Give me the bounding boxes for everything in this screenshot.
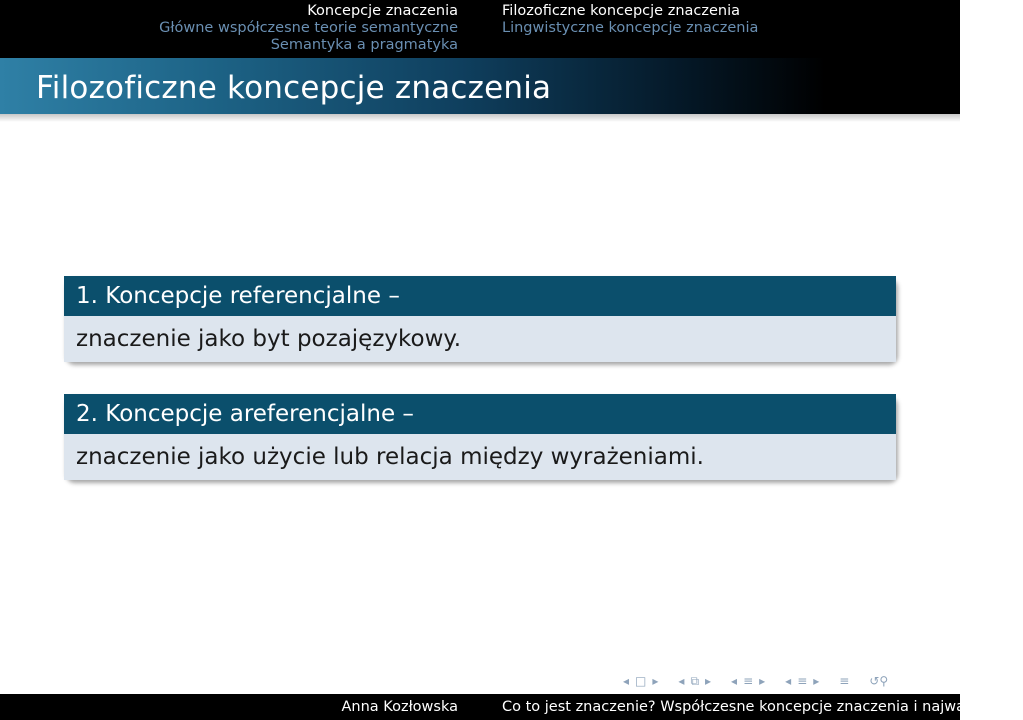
block-areferencjalne	[64, 394, 896, 480]
align-icon[interactable]: ≡	[839, 674, 850, 688]
block-body: znaczenie jako użycie lub relacja między wyrażeniami.	[64, 434, 896, 480]
part-icon[interactable]: ≡	[797, 674, 808, 688]
nav-subsection-lingwistyczne[interactable]: Lingwistyczne koncepcje znaczenia	[502, 20, 759, 36]
subsection-list	[502, 0, 960, 58]
block-title: 2. Koncepcje areferencjalne –	[64, 394, 896, 434]
prev-section-icon[interactable]: ◂	[731, 674, 738, 688]
prev-frame-icon[interactable]: ◂	[623, 674, 630, 688]
next-subsection-icon[interactable]: ▸	[705, 674, 712, 688]
frame-title: Filozoficzne koncepcje znaczenia	[36, 70, 552, 106]
nav-section-teorie[interactable]: Główne współczesne teorie semantyczne	[159, 20, 458, 36]
block-title: 1. Koncepcje referencjalne –	[64, 276, 896, 316]
footer-title: Co to jest znaczenie? Współczesne koncepcje znaczenia i najważniejsze	[502, 699, 1023, 715]
footer-author: Anna Kozłowska	[341, 699, 458, 715]
prev-part-icon[interactable]: ◂	[785, 674, 792, 688]
subsection-icon[interactable]: ⧉	[690, 674, 700, 688]
search-icon[interactable]: ↺⚲	[869, 674, 889, 688]
next-section-icon[interactable]: ▸	[759, 674, 766, 688]
nav-subsection-filozoficzne[interactable]: Filozoficzne koncepcje znaczenia	[502, 3, 740, 19]
title-shadow	[0, 114, 960, 122]
navigation-symbols	[620, 670, 891, 692]
next-frame-icon[interactable]: ▸	[652, 674, 659, 688]
footer	[0, 694, 1023, 720]
prev-subsection-icon[interactable]: ◂	[678, 674, 685, 688]
section-list	[0, 0, 478, 58]
section-icon[interactable]: ≡	[743, 674, 754, 688]
nav-section-koncepcje[interactable]: Koncepcje znaczenia	[307, 3, 458, 19]
block-referencjalne	[64, 276, 896, 362]
block-body: znaczenie jako byt pozajęzykowy.	[64, 316, 896, 362]
header-navigation	[0, 0, 960, 58]
frame-icon[interactable]: □	[635, 674, 647, 688]
nav-section-pragmatyka[interactable]: Semantyka a pragmatyka	[270, 37, 458, 53]
next-part-icon[interactable]: ▸	[813, 674, 820, 688]
